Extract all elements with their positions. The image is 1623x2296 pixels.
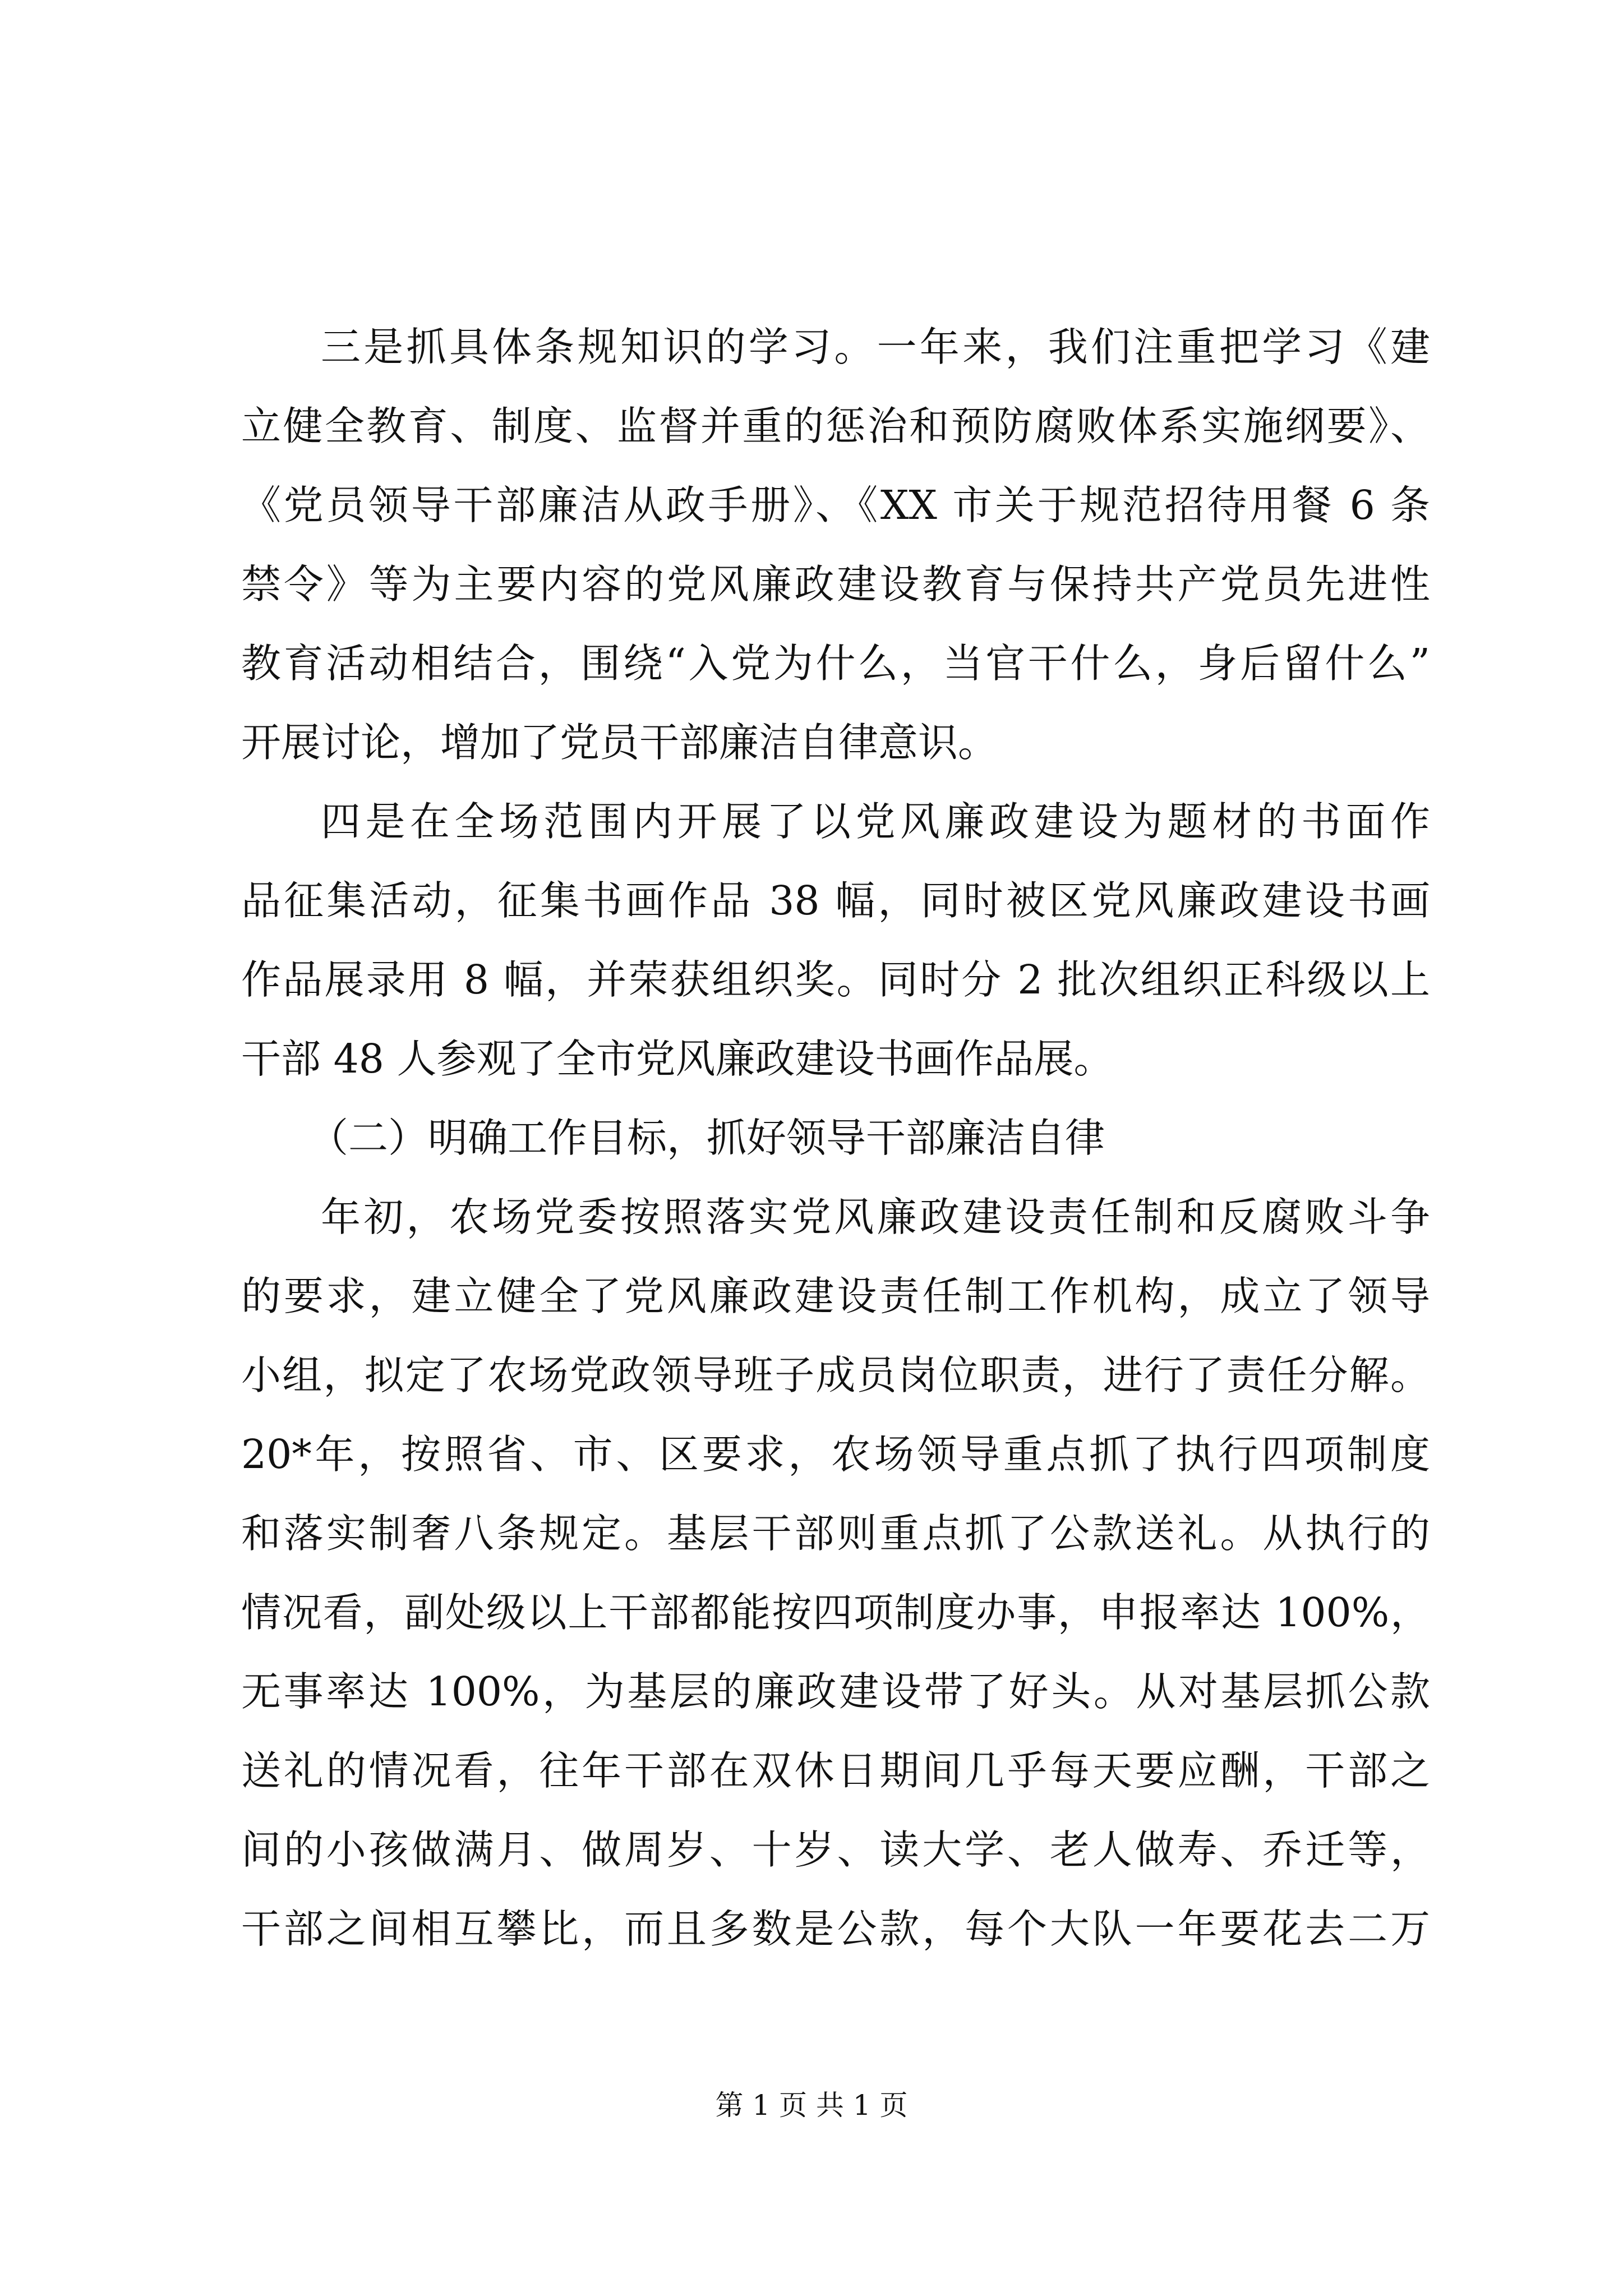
paragraph-line: 品征集活动，征集书画作品 38 幅，同时被区党风廉政建设书画: [241, 877, 1430, 924]
paragraph-line: 间的小孩做满月、做周岁、十岁、读大学、老人做寿、乔迁等，: [241, 1826, 1430, 1873]
paragraph-line: 开展讨论，增加了党员干部廉洁自律意识。: [241, 719, 998, 766]
paragraph-line: 作品展录用 8 幅，并荣获组织奖。同时分 2 批次组织正科级以上: [241, 956, 1430, 1003]
page-footer: 第 1 页 共 1 页: [715, 2089, 908, 2122]
section-heading: （二）明确工作目标，抓好领导干部廉洁自律: [308, 1115, 1105, 1161]
paragraph-line: 《党员领导干部廉洁从政手册》、《XX 市关于规范招待用餐 6 条: [241, 482, 1430, 528]
document-body: [241, 307, 1430, 1968]
paragraph-line: 送礼的情况看，往年干部在双休日期间几乎每天要应酬，干部之: [241, 1747, 1430, 1794]
paragraph-line: 小组，拟定了农场党政领导班子成员岗位职责，进行了责任分解。: [241, 1352, 1430, 1398]
paragraph-line: 四是在全场范围内开展了以党风廉政建设为题材的书面作: [321, 798, 1430, 845]
paragraph-line: 教育活动相结合，围绕“入党为什么，当官干什么，身后留什么”: [241, 640, 1430, 687]
paragraph-line: 干部之间相互攀比，而且多数是公款，每个大队一年要花去二万: [241, 1906, 1430, 1952]
paragraph-line: 立健全教育、制度、监督并重的惩治和预防腐败体系实施纲要》、: [241, 403, 1430, 449]
paragraph-line: 年初，农场党委按照落实党风廉政建设责任制和反腐败斗争: [321, 1194, 1430, 1240]
paragraph-line: 和落实制奢八条规定。基层干部则重点抓了公款送礼。从执行的: [241, 1510, 1430, 1557]
paragraph-line: 干部 48 人参观了全市党风廉政建设书画作品展。: [241, 1036, 1114, 1082]
paragraph-line: 三是抓具体条规知识的学习。一年来，我们注重把学习《建: [321, 324, 1430, 370]
paragraph-line: 的要求，建立健全了党风廉政建设责任制工作机构，成立了领导: [241, 1273, 1430, 1319]
paragraph-line: 情况看，副处级以上干部都能按四项制度办事，申报率达 100%，: [241, 1589, 1430, 1636]
paragraph-line: 20*年，按照省、市、区要求，农场领导重点抓了执行四项制度: [241, 1431, 1430, 1478]
paragraph-line: 无事率达 100%，为基层的廉政建设带了好头。从对基层抓公款: [241, 1668, 1430, 1715]
paragraph-line: 禁令》等为主要内容的党风廉政建设教育与保持共产党员先进性: [241, 561, 1430, 608]
